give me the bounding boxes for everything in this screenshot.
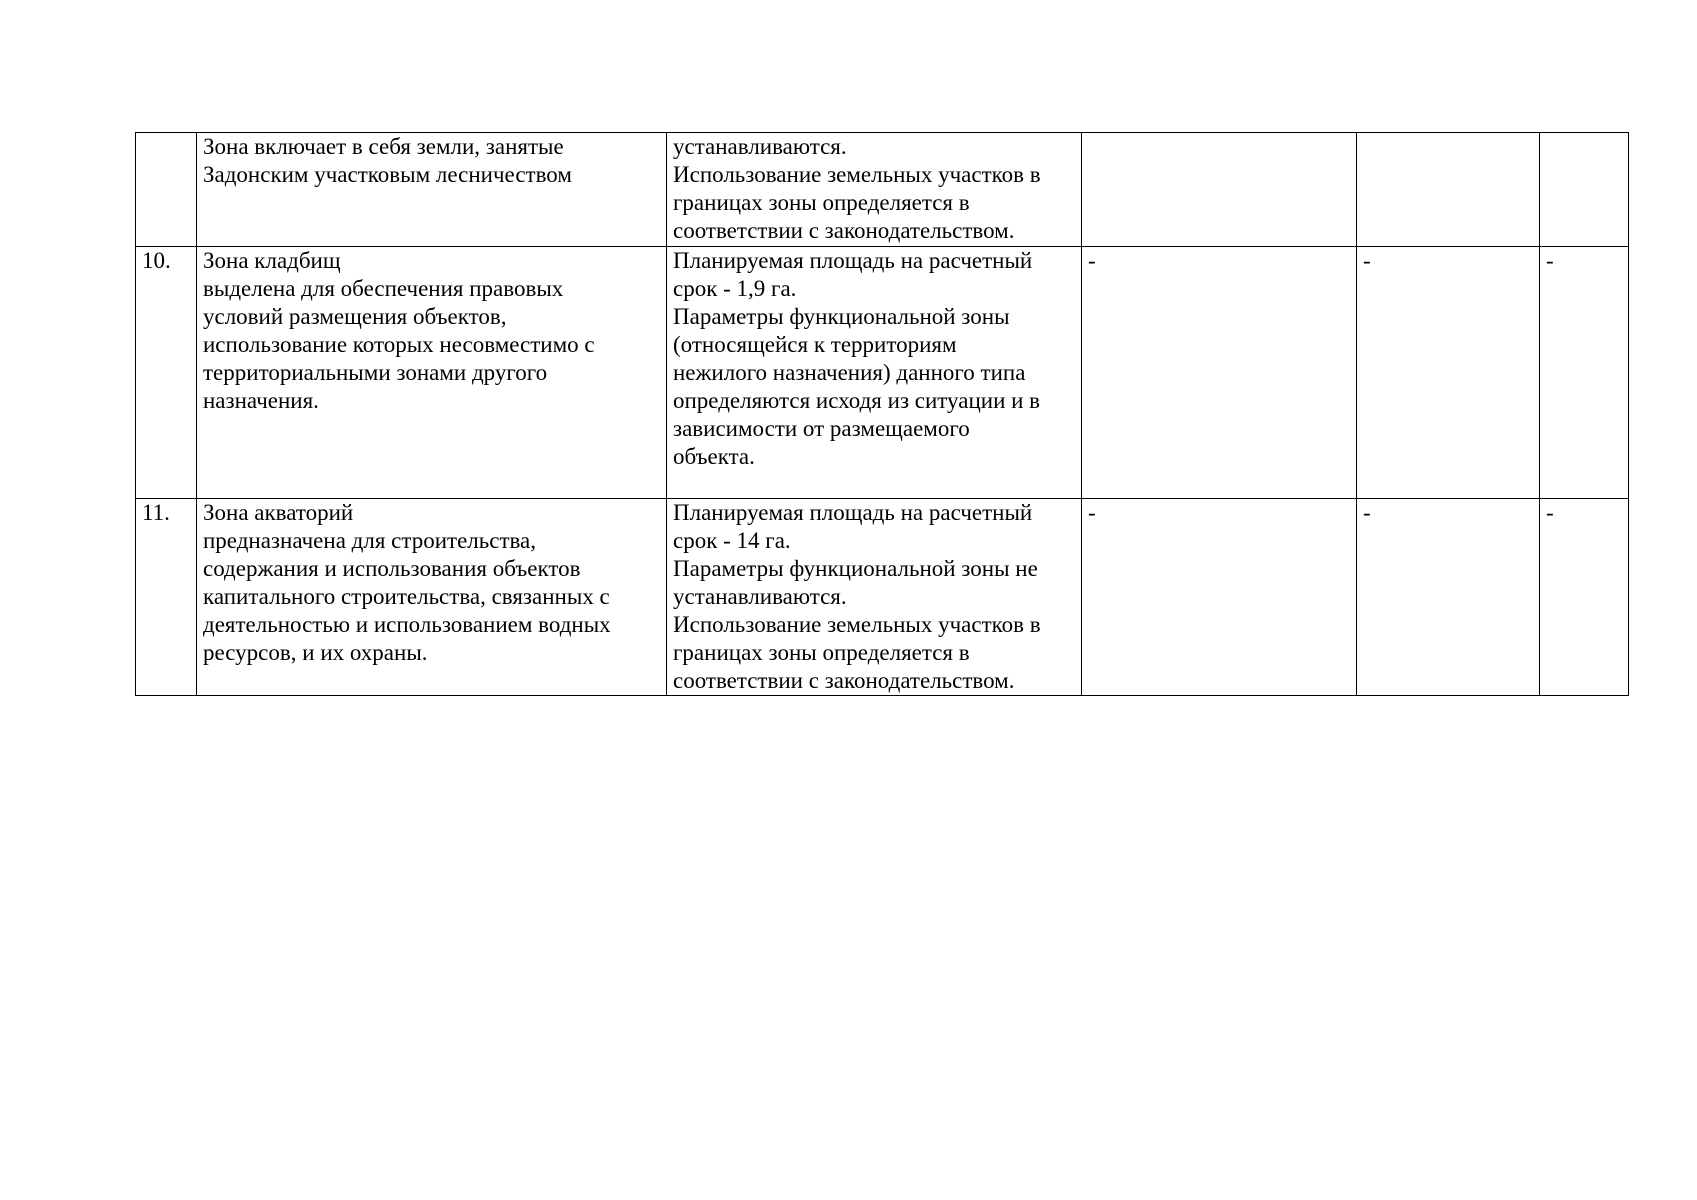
table-row bbox=[136, 133, 1629, 247]
table-cell: - bbox=[1357, 247, 1540, 499]
zone-parameters-cell: Планируемая площадь на расчетный срок - 14 га. Параметры функциональной зоны не устанавливаются. Использование земельных участков в границах зоны определяется в соответствии с законодательством. bbox=[667, 499, 1082, 696]
zone-parameters-cell: устанавливаются. Использование земельных участков в границах зоны определяется в соответствии с законодательством. bbox=[667, 133, 1082, 247]
table-cell: - bbox=[1082, 247, 1357, 499]
zone-parameters-cell: Планируемая площадь на расчетный срок - 1,9 га. Параметры функциональной зоны (относящейся к территориям нежилого назначения) данного типа определяются исходя из ситуации и в зависимости от размещаемого объекта. bbox=[667, 247, 1082, 499]
zone-description-cell: Зона кладбищ выделена для обеспечения правовых условий размещения объектов, использование которых несовместимо с территориальными зонами другого назначения. bbox=[197, 247, 667, 499]
table-cell bbox=[1082, 133, 1357, 247]
table-cell: - bbox=[1540, 499, 1629, 696]
table-cell: - bbox=[1357, 499, 1540, 696]
zone-description-cell: Зона акваторий предназначена для строительства, содержания и использования объектов капитального строительства, связанных с деятельностью и использованием водных ресурсов, и их охраны. bbox=[197, 499, 667, 696]
row-number-cell: 11. bbox=[136, 499, 197, 696]
table-cell bbox=[1357, 133, 1540, 247]
table-row bbox=[136, 499, 1629, 696]
row-number-cell bbox=[136, 133, 197, 247]
table-row bbox=[136, 247, 1629, 499]
row-number-cell: 10. bbox=[136, 247, 197, 499]
table-cell: - bbox=[1082, 499, 1357, 696]
table-cell: - bbox=[1540, 247, 1629, 499]
zone-description-cell: Зона включает в себя земли, занятые Задонским участковым лесничеством bbox=[197, 133, 667, 247]
table-cell bbox=[1540, 133, 1629, 247]
functional-zones-table bbox=[135, 132, 1629, 696]
